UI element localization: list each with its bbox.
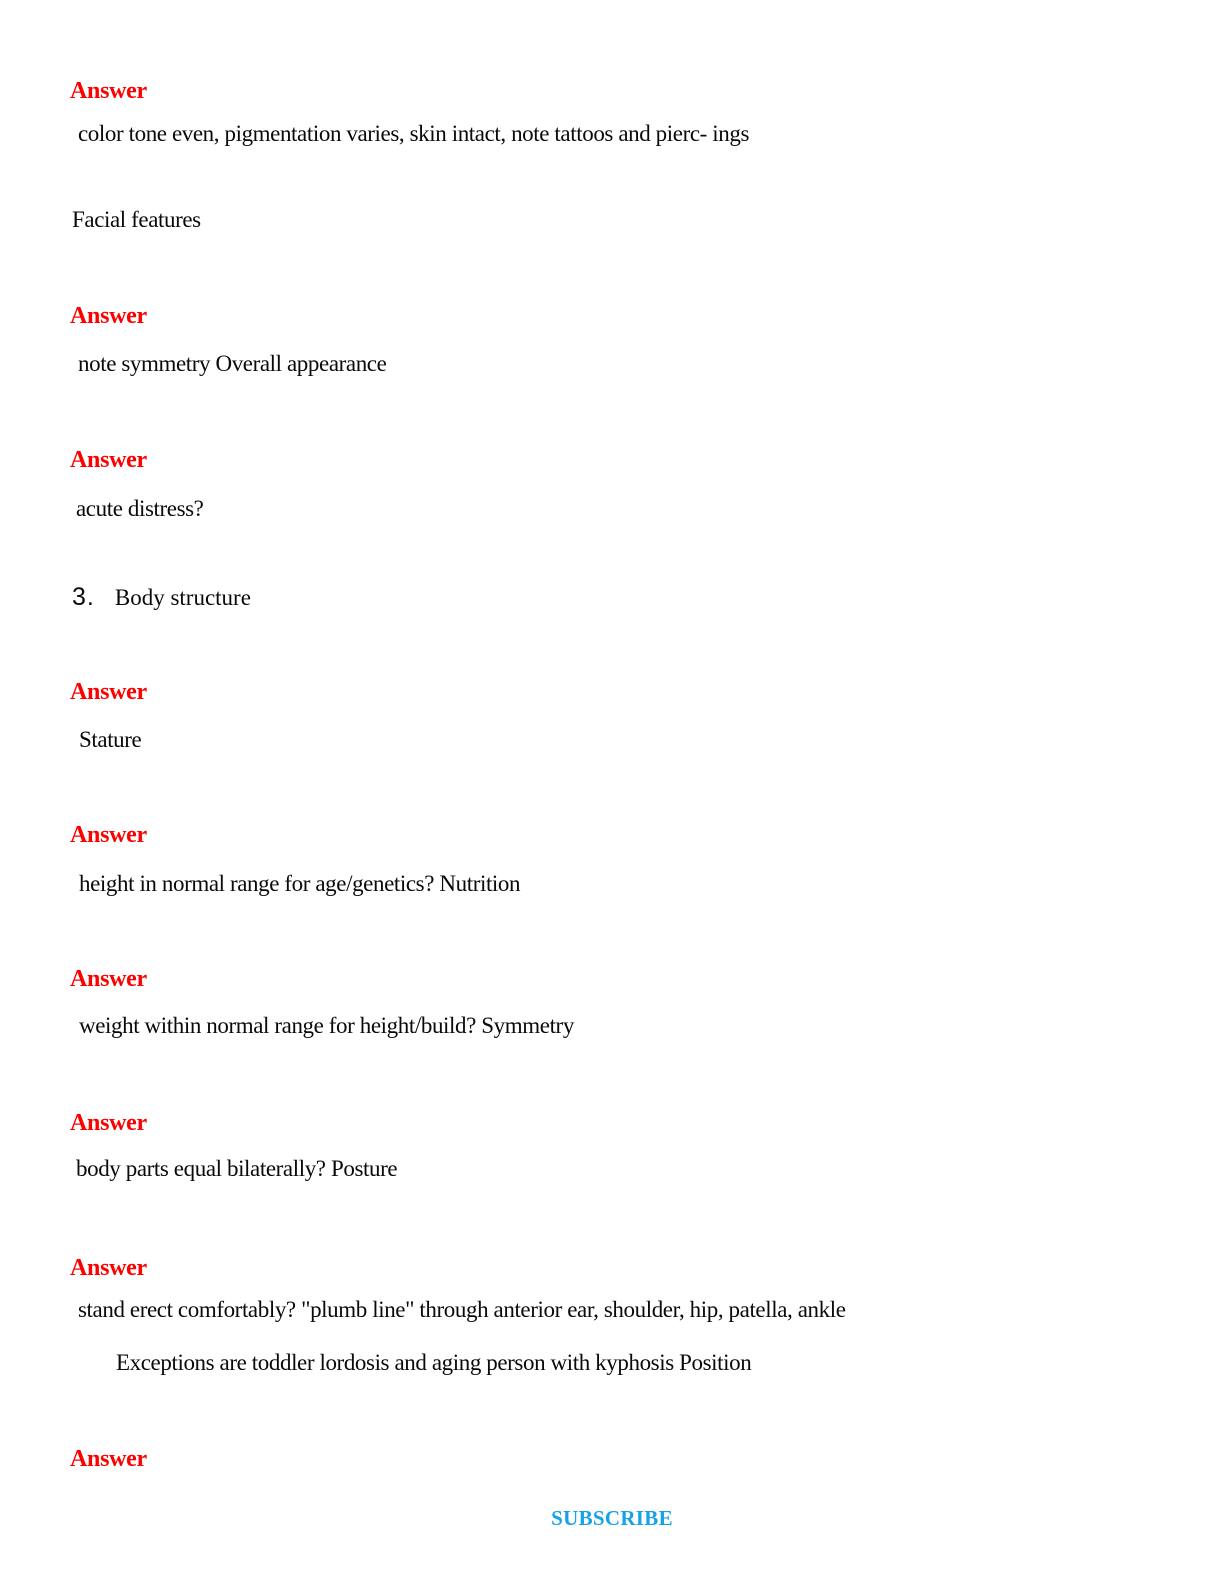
answer-heading: Answer	[70, 303, 147, 329]
answer-heading: Answer	[70, 679, 147, 705]
answer-heading: Answer	[70, 1110, 147, 1136]
answer-text: weight within normal range for height/build? Symmetry	[79, 1013, 574, 1038]
answer-heading: Answer	[70, 966, 147, 992]
answer-heading: Answer	[70, 1446, 147, 1472]
subscribe-link[interactable]: SUBSCRIBE	[551, 1506, 673, 1530]
answer-text: Stature	[79, 727, 142, 752]
answer-text: height in normal range for age/genetics? Nutrition	[79, 871, 521, 896]
answer-text: note symmetry Overall appearance	[78, 351, 387, 376]
answer-heading: Answer	[70, 447, 147, 473]
answer-text: color tone even, pigmentation varies, skin intact, note tattoos and pierc- ings	[78, 121, 749, 146]
list-number: 3.	[72, 583, 95, 611]
footer	[0, 1506, 1224, 1531]
answer-heading: Answer	[70, 1255, 147, 1281]
answer-heading: Answer	[70, 78, 147, 104]
answer-text: body parts equal bilaterally? Posture	[76, 1156, 398, 1181]
answer-text: acute distress?	[76, 496, 204, 521]
numbered-item-text: Body structure	[114, 585, 251, 610]
answer-text-continued: Exceptions are toddler lordosis and aging person with kyphosis Position	[116, 1350, 752, 1375]
answer-text: stand erect comfortably? "plumb line" through anterior ear, shoulder, hip, patella, ankle	[78, 1297, 846, 1322]
topic-text: Facial features	[72, 207, 201, 232]
answer-heading: Answer	[70, 822, 147, 848]
numbered-item-3	[72, 583, 251, 612]
